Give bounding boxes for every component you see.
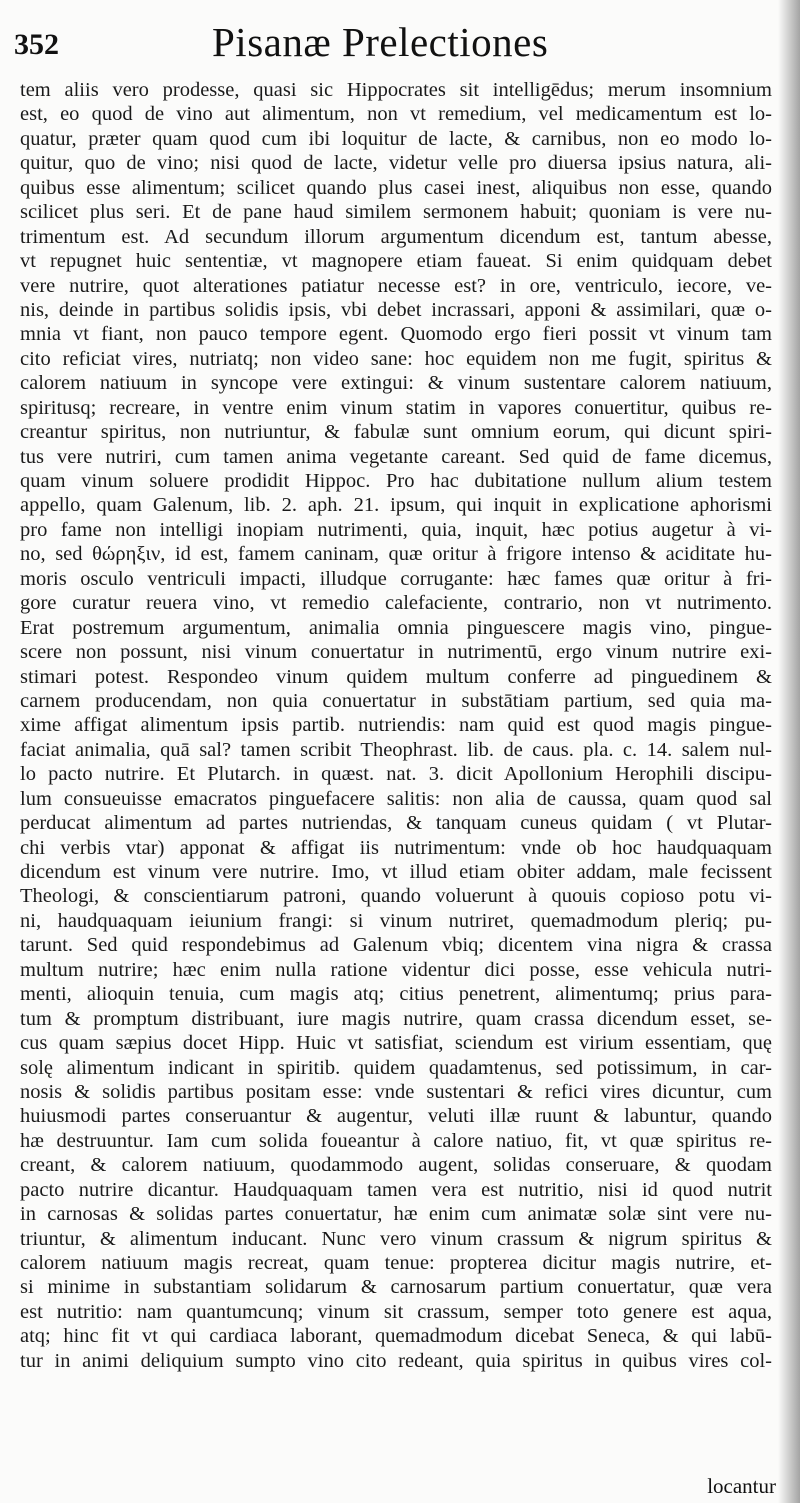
text-line: huiusmodi partes conseruantur & augentur, veluti illæ ruunt & labuntur, quando: [20, 1105, 772, 1128]
text-line: pro fame non intelligi inopiam nutrimenti, quia, inquit, hæc potius augetur à vi-: [20, 518, 772, 541]
text-line: spiritusq; recreare, in ventre enim vinum statim in vapores conuertitur, quibus re-: [20, 396, 772, 419]
text-line: quatur, præter quam quod cum ibi loquitur de lacte, & carnibus, non eo modo lo-: [20, 127, 772, 150]
text-line: scilicet plus seri. Et de pane haud similem sermonem habuit; quoniam is vere nu-: [20, 201, 772, 224]
text-line: creantur spiritus, non nutriuntur, & fabulæ sunt omnium eorum, qui dicunt spiri-: [20, 421, 772, 444]
text-line: quibus esse alimentum; scilicet quando plus casei inest, aliquibus non esse, quando: [20, 176, 772, 199]
text-line: multum nutrire; hæc enim nulla ratione videntur dici posse, esse vehicula nutri-: [20, 958, 772, 981]
text-line: perducat alimentum ad partes nutriendas, & tanquam cuneus quidam ( vt Plutar-: [20, 812, 772, 835]
text-line: vt repugnet huic sententiæ, vt magnopere etiam faueat. Si enim quidquam debet: [20, 250, 772, 273]
page-edge-shadow: [778, 0, 800, 1503]
text-line: est, eo quod de vino aut alimentum, non vt remedium, vel medicamentum est lo-: [20, 103, 772, 126]
text-line: faciat animalia, quā sal? tamen scribit Theophrast. lib. de caus. pla. c. 14. salem nul-: [20, 738, 772, 761]
text-line: xime affigat alimentum ipsis partib. nutriendis: nam quid est quod magis pingue-: [20, 714, 772, 737]
text-line: atq; hinc fit vt qui cardiaca laborant, quemadmodum dicebat Seneca, & qui labū-: [20, 1325, 772, 1348]
text-line: menti, alioquin tenuia, cum magis atq; citius penetrent, alimentumq; prius para-: [20, 983, 772, 1006]
text-line: Erat postremum argumentum, animalia omnia pinguescere magis vino, pingue-: [20, 616, 772, 639]
text-line: hæ destruuntur. Iam cum solida foueantur à calore natiuo, fit, vt quæ spiritus re-: [20, 1129, 772, 1152]
text-line: vere nutrire, quot alterationes patiatur necesse est? in ore, ventriculo, iecore, ve-: [20, 274, 772, 297]
text-line: calorem natiuum magis recreat, quam tenue: propterea dicitur magis nutrire, et-: [20, 1252, 772, 1274]
text-line: tus vere nutriri, cum tamen anima vegetante careant. Sed quid de fame dicemus,: [20, 445, 772, 468]
text-line: triuntur, & alimentum inducant. Nunc vero vinum crassum & nigrum spiritus &: [20, 1227, 772, 1250]
text-line: carnem producendam, non quia conuertatur in substātiam partium, sed quia ma-: [20, 689, 772, 712]
text-line: solę alimentum indicant in spiritib. quidem quadamtenus, sed potissimum, in car-: [20, 1056, 772, 1079]
text-line: quam vinum soluere prodidit Hippoc. Pro hac dubitatione nullum alium testem: [20, 470, 772, 492]
body-text: [20, 78, 772, 1373]
text-line: stimari potest. Respondeo vinum quidem multum conferre ad pinguedinem &: [20, 665, 772, 688]
text-line: scere non possunt, nisi vinum conuertatur in nutrimentū, ergo vinum nutrire exi-: [20, 641, 772, 664]
text-line: gore curatur reuera vino, vt remedio calefaciente, contrario, non vt nutrimento.: [20, 592, 772, 615]
text-line: calorem natiuum in syncope vere extingui: & vinum sustentare calorem natiuum,: [20, 372, 772, 395]
text-line: nis, deinde in partibus solidis ipsis, vbi debet incrassari, apponi & assimilari, quæ o-: [20, 298, 772, 321]
text-line: cito reficiat vires, nutriatq; non video sane: hoc equidem non me fugit, spiritus &: [20, 347, 772, 370]
running-head: Pisanæ Prelectiones: [212, 19, 549, 65]
text-line: quitur, quo de vino; nisi quod de lacte, videtur velle pro diuersa ipsius natura, ali-: [20, 152, 772, 175]
text-line: Theologi, & conscientiarum patroni, quando voluerunt à quouis copioso potu vi-: [20, 885, 772, 908]
text-line: si minime in substantiam solidarum & carnosarum partium conuertatur, quæ vera: [20, 1276, 772, 1299]
text-line: tum & promptum distribuant, iure magis nutrire, quam crassa dicendum esset, se-: [20, 1007, 772, 1030]
text-line: lum consueuisse emacratos pinguefacere salitis: non alia de caussa, quam quod sal: [20, 787, 772, 810]
text-line: pacto nutrire dicantur. Haudquaquam tamen vera est nutritio, nisi id quod nutrit: [20, 1178, 772, 1201]
text-line: trimentum est. Ad secundum illorum argumentum dicendum est, tantum abesse,: [20, 225, 772, 248]
text-line: lo pacto nutrire. Et Plutarch. in quæst. nat. 3. dicit Apollonium Herophili discipu-: [20, 763, 772, 786]
text-line: est nutritio: nam quantumcunq; vinum sit crassum, semper toto genere est aqua,: [20, 1300, 772, 1323]
text-line: dicendum est vinum vere nutrire. Imo, vt illud etiam obiter addam, male fecissent: [20, 861, 772, 883]
text-line: chi verbis vtar) apponat & affigat iis nutrimentum: vnde ob hoc haudquaquam: [20, 836, 772, 859]
text-line: in carnosas & solidas partes conuertatur, hæ enim cum animatæ solæ sint vere nu-: [20, 1203, 772, 1226]
text-line: tem aliis vero prodesse, quasi sic Hippocrates sit intelligēdus; merum insomnium: [20, 79, 772, 101]
text-line: appello, quam Galenum, lib. 2. aph. 21. ipsum, qui inquit in explicatione aphorismi: [20, 494, 772, 517]
page-header: [0, 18, 800, 76]
text-line: cus quam sæpius docet Hipp. Huic vt satisfiat, sciendum est virium essentiam, quę: [20, 1032, 772, 1055]
text-line: moris osculo ventriculi impacti, illudque corrugante: hæc fames quæ oritur à fri-: [20, 567, 772, 590]
text-line: ni, haudquaquam ieiunium frangi: si vinum nutriret, quemadmodum pleriq; pu-: [20, 909, 772, 932]
text-line: tur in animi deliquium sumpto vino cito redeant, quia spiritus in quibus vires col-: [20, 1349, 772, 1372]
text-line: nosis & solidis partibus positam esse: vnde sustentari & refici vires dicuntur, cum: [20, 1080, 772, 1103]
text-line: mnia vt fiant, non pauco tempore egent. Quomodo ergo fieri possit vt vinum tam: [20, 323, 772, 346]
catchword: locantur: [707, 1474, 776, 1498]
page-number: 352: [14, 28, 59, 61]
text-line: tarunt. Sed quid respondebimus ad Galenum vbiq; dicentem vina nigra & crassa: [20, 934, 772, 957]
text-line: no, sed θώρηξιν, id est, famem caninam, quæ oritur à frigore intenso & aciditate hu-: [20, 543, 772, 566]
text-line: creant, & calorem natiuum, quodammodo augent, solidas conseruare, & quodam: [20, 1154, 772, 1177]
